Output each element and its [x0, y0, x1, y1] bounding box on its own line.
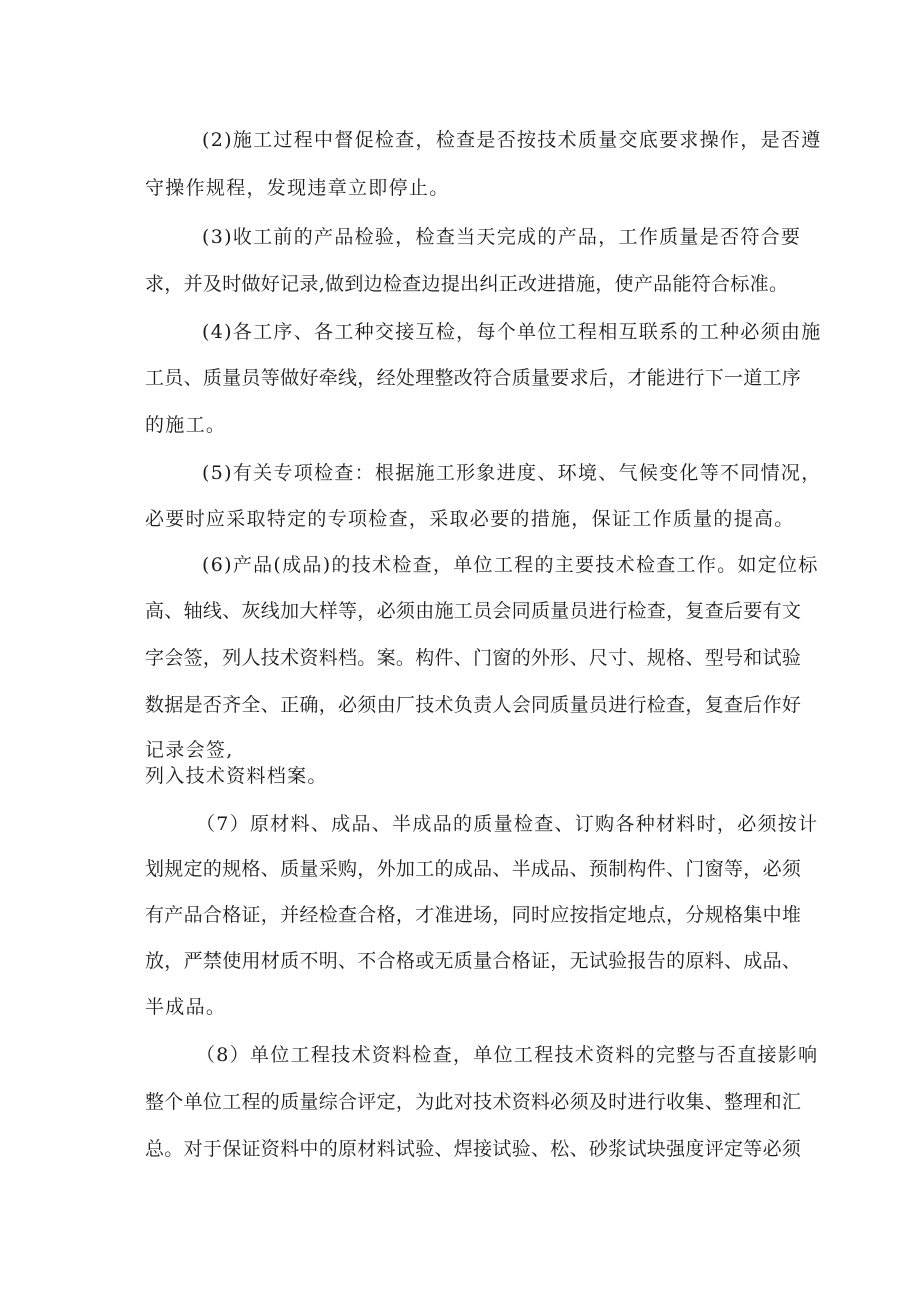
text-line: 求，并及时做好记录,做到边检查边提出纠正改进措施，使产品能符合标准。 [145, 273, 789, 295]
text-line: (2)施工过程中督促检查，检查是否按技术质量交底要求操作，是否遵 [202, 129, 822, 151]
text-line: 的施工。 [145, 414, 227, 436]
text-line: (4)各工序、各工种交接互检，每个单位工程相互联系的工种必须由施 [202, 321, 822, 343]
text-line: 有产品合格证，并经检查合格，才准进场，同时应按指定地点，分规格集中堆 [145, 904, 802, 926]
text-line: 记录会签, [145, 739, 234, 761]
text-line: (5)有关专项检查：根据施工形象进度、环境、气候变化等不同情况， [202, 462, 822, 484]
text-line: 半成品。 [145, 996, 227, 1018]
text-line: 列入技术资料档案。 [145, 765, 328, 787]
text-line: （7）原材料、成品、半成品的质量检查、订购各种材料时，必须按计 [196, 813, 819, 835]
text-line: 划规定的规格、质量采购，外加工的成品、半成品、预制构件、门窗等，必须 [145, 858, 802, 880]
text-line: 整个单位工程的质量综合评定，为此对技术资料必须及时进行收集、整理和汇 [145, 1091, 802, 1113]
text-line: （8）单位工程技术资料检查，单位工程技术资料的完整与否直接影响 [196, 1044, 819, 1066]
text-line: 字会签，列人技术资料档。案。构件、门窗的外形、尺寸、规格、型号和试验 [145, 647, 802, 669]
text-line: 数据是否齐全、正确，必须由厂技术负责人会同质量员进行检查，复查后作好 [145, 694, 802, 716]
text-line: 工员、质量员等做好牵线，经处理整改符合质量要求后，才能进行下一道工序 [145, 367, 802, 389]
text-line: 总。对于保证资料中的原材料试验、焊接试验、松、砂浆试块强度评定等必须 [145, 1138, 802, 1160]
text-line: (3)收工前的产品检验，检查当天完成的产品，工作质量是否符合要 [202, 226, 802, 248]
text-line: 必要时应采取特定的专项检查，采取必要的措施，保证工作质量的提高。 [145, 508, 795, 530]
text-line: 放，严禁使用材质不明、不合格或无质量合格证，无试验报告的原料、成品、 [145, 950, 802, 972]
text-line: 高、轴线、灰线加大样等，必须由施工员会同质量员进行检查，复查后要有文 [145, 600, 802, 622]
text-line: (6)产品(成品)的技术检查，单位工程的主要技术检查工作。如定位标 [202, 554, 819, 576]
text-line: 守操作规程，发现违章立即停止。 [145, 177, 450, 199]
